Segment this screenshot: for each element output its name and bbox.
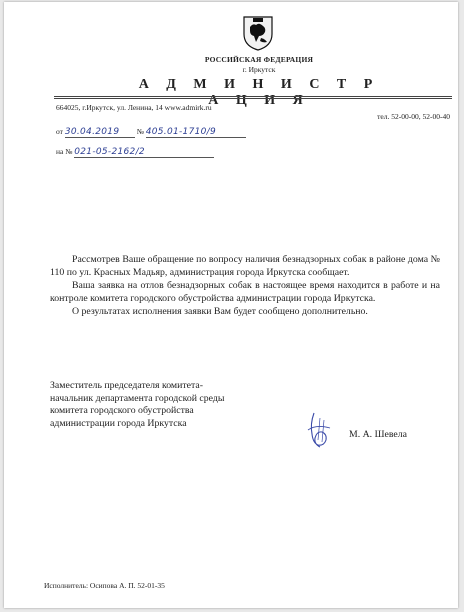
signature-icon [300,410,336,450]
organization-phone: тел. 52-00-00, 52-00-40 [377,112,450,121]
document-page [4,2,458,608]
body-paragraph: Рассмотрев Ваше обращение по вопросу наличия безнадзорных собак в районе дома № 110 по ул. Красных Мадьяр, администрация города Иркутска сообщает. [50,254,440,278]
signatory-title [50,380,224,430]
header-divider-thin [54,98,452,99]
organization-address: 664025, г.Иркутск, ул. Ленина, 14 www.admirk.ru [56,103,212,112]
number-label: № [136,127,144,136]
outgoing-date [65,127,135,138]
reference-number [74,147,214,158]
signatory-title-line: Заместитель председателя комитета- [50,380,203,391]
coat-of-arms-icon [241,14,275,52]
reference-number-value: 021-05-2162/2 [74,147,145,157]
body-paragraph: Ваша заявка на отлов безнадзорных собак в настоящее время находится в работе и на контроле комитета городского обустройства администрации города Иркутска. [50,280,440,304]
signatory-title-line: администрации города Иркутска [50,417,187,429]
reference-label: на № [56,147,73,156]
city-name: г. Иркутск [242,65,276,74]
letter-body [50,254,440,320]
header-divider [54,96,452,97]
outgoing-date-value: 30.04.2019 [64,127,120,137]
body-paragraph: О результатах исполнения заявки Вам будет сообщено дополнительно. [72,306,368,317]
signatory-name: М. А. Шевела [349,429,407,440]
organization-title: А Д М И Н И С Т Р А Ц И Я [138,77,380,108]
reference-line [56,147,214,158]
registration-line [56,127,246,138]
from-label: от [56,127,63,136]
outgoing-number-value: 405.01-1710/9 [145,127,217,137]
outgoing-number [146,127,246,138]
signatory-title-line: комитета городского обустройства [50,405,194,416]
executor-info: Исполнитель: Осипова А. П. 52-01-35 [44,581,165,590]
signatory-title-line: начальник департамента городской среды [50,392,225,404]
country-name: РОССИЙСКАЯ ФЕДЕРАЦИЯ [204,55,314,64]
